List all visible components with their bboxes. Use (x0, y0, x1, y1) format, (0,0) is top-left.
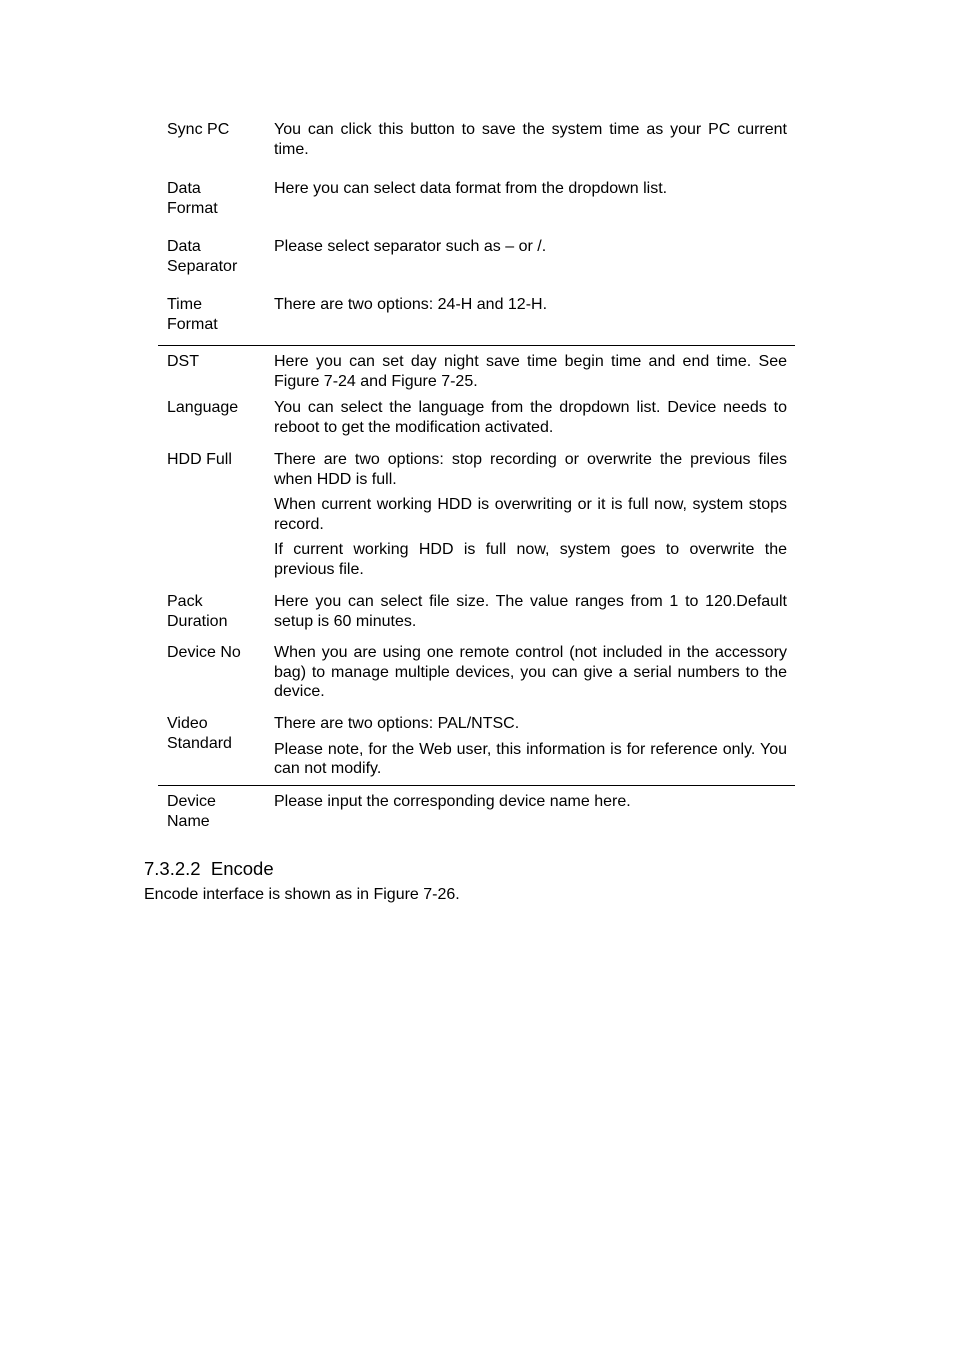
table-row (158, 450, 795, 592)
table-row (158, 237, 795, 295)
description-paragraph: There are two options: 24-H and 12-H. (274, 296, 548, 313)
param-description (274, 450, 787, 592)
table-row (158, 345, 795, 398)
param-name: DST (167, 353, 199, 370)
description-paragraph: You can click this button to save the system time as your PC current time. (274, 121, 787, 158)
param-description (274, 592, 787, 643)
param-description (274, 643, 787, 714)
description-paragraph: Here you can select data format from the dropdown list. (274, 180, 668, 197)
description-paragraph: When current working HDD is overwriting or it is full now, system stops record. (274, 496, 787, 533)
param-description (274, 179, 787, 237)
param-description (274, 398, 787, 450)
section-body-text: Encode interface is shown as in Figure 7-26. (144, 886, 460, 903)
param-description (274, 295, 787, 345)
param-description (274, 352, 787, 398)
section-title: Encode (210, 858, 274, 879)
description-paragraph: Please input the corresponding device name here. (274, 793, 631, 810)
description-paragraph: Here you can select file size. The value ranges from 1 to 120.Default setup is 60 minutes. (274, 593, 787, 630)
description-paragraph: You can select the language from the dropdown list. Device needs to reboot to get the modification activated. (274, 399, 787, 436)
description-paragraph: There are two options: stop recording or overwrite the previous files when HDD is full. (274, 451, 787, 488)
table-row (158, 398, 795, 450)
description-paragraph: Please select separator such as – or /. (274, 238, 547, 255)
param-description (274, 792, 787, 831)
param-description (274, 237, 787, 295)
parameter-table (158, 120, 795, 831)
param-name: Pack Duration (167, 593, 228, 630)
section-heading (144, 858, 274, 880)
description-paragraph: There are two options: PAL/NTSC. (274, 715, 520, 732)
param-name: Video Standard (167, 715, 232, 752)
param-description (274, 714, 787, 785)
table-row (158, 714, 795, 785)
param-name: Data Format (167, 180, 218, 217)
table-row (158, 120, 795, 179)
param-name: Device No (167, 644, 241, 661)
param-name: HDD Full (167, 451, 232, 468)
description-paragraph: When you are using one remote control (not included in the accessory bag) to manage multiple devices, you can give a serial numbers to the device. (274, 644, 787, 700)
param-name: Time Format (167, 296, 218, 333)
param-name: Language (167, 399, 239, 416)
param-name: Device Name (167, 793, 216, 830)
param-name: Data Separator (167, 238, 238, 275)
table-row (158, 179, 795, 237)
table-row (158, 592, 795, 643)
description-paragraph: Please note, for the Web user, this information is for reference only. You can not modify. (274, 740, 787, 777)
param-name: Sync PC (167, 121, 230, 138)
table-row (158, 295, 795, 345)
description-paragraph: If current working HDD is full now, system goes to overwrite the previous file. (274, 541, 787, 578)
section-number: 7.3.2.2 (144, 858, 201, 879)
param-description (274, 120, 787, 179)
table-row (158, 785, 795, 831)
table-row (158, 643, 795, 714)
description-paragraph: Here you can set day night save time begin time and end time. See Figure 7-24 and Figure 7-25. (274, 353, 787, 390)
